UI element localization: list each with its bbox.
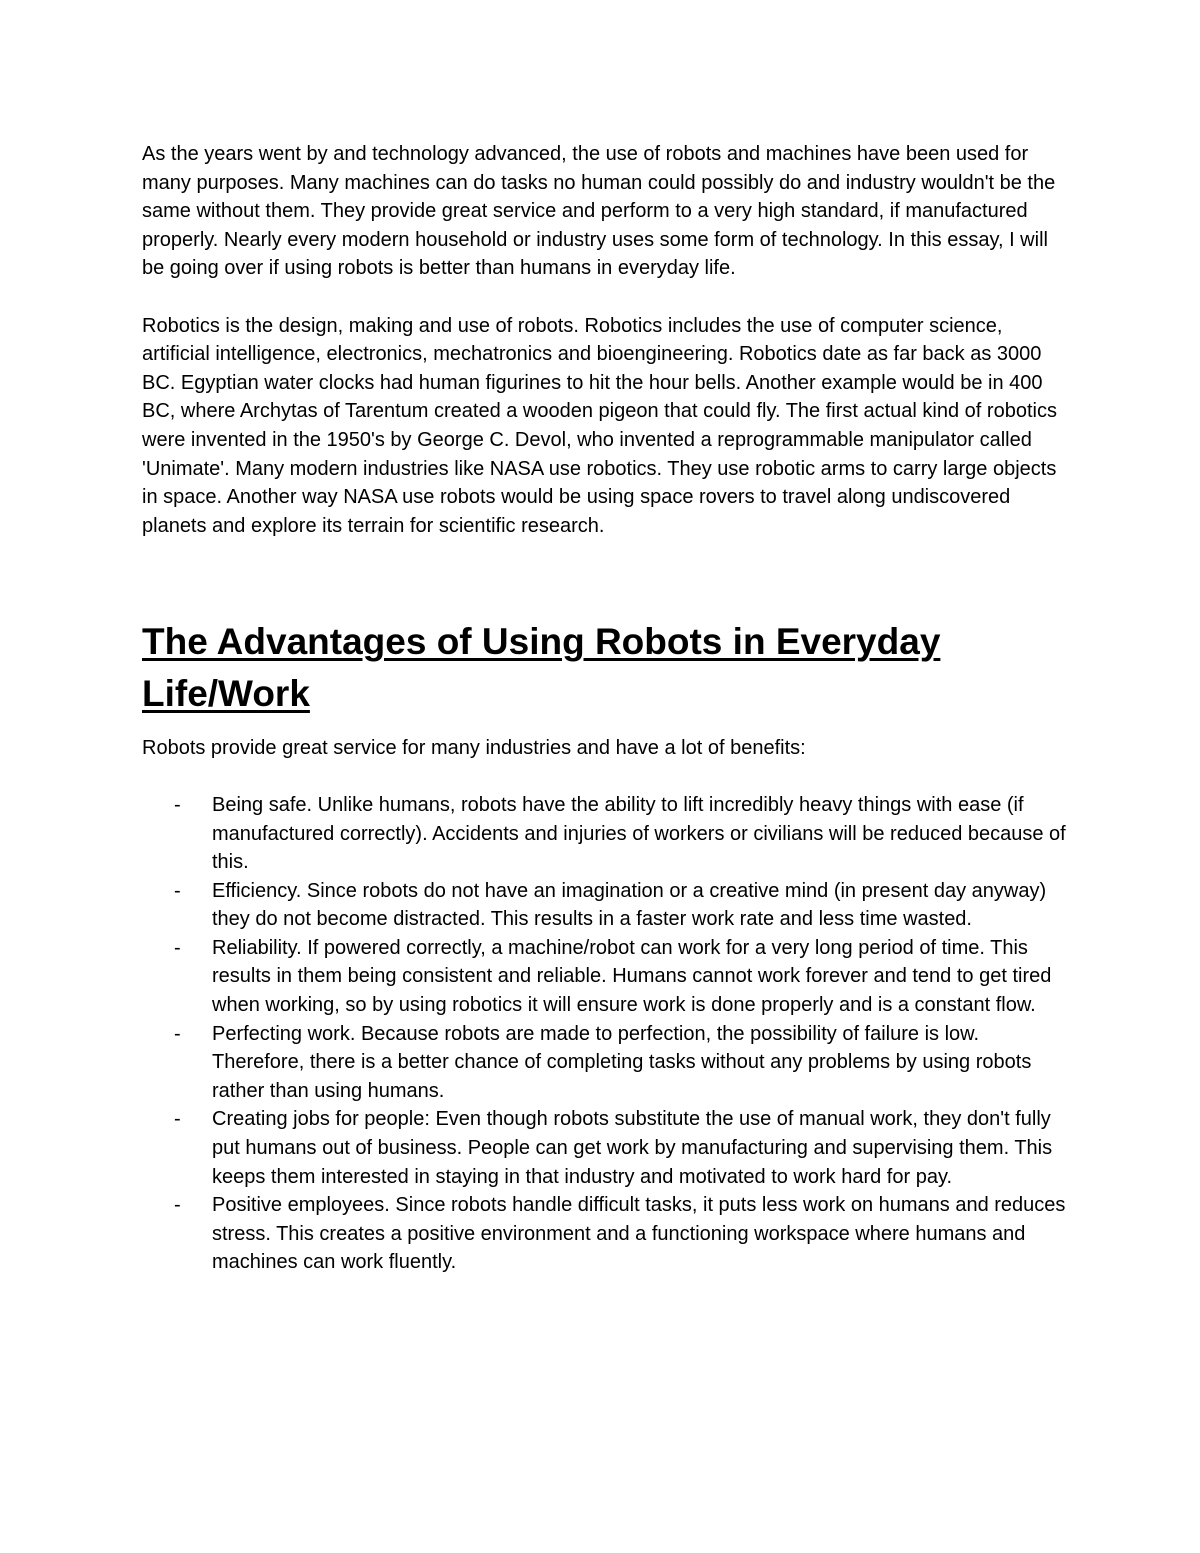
section-intro: Robots provide great service for many industries and have a lot of benefits:: [142, 737, 806, 760]
list-item: [142, 1020, 1072, 1106]
list-item-text: Positive employees. Since robots handle difficult tasks, it puts less work on humans and reduces stress. This creates a positive environment and a functioning workspace where humans and machines can work fluently.: [212, 1194, 1066, 1274]
list-item: [142, 791, 1072, 877]
dash-bullet-marker: -: [174, 1108, 181, 1131]
list-item: [142, 877, 1072, 934]
list-item: [142, 1191, 1072, 1277]
list-item-text: Reliability. If powered correctly, a machine/robot can work for a very long period of time. This results in them being consistent and reliable. Humans cannot work forever and tend to get tired when working, so by using robotics it will ensure work is done properly and is a constant flow.: [212, 936, 1052, 1017]
list-item-text: Perfecting work. Because robots are made to perfection, the possibility of failure is low. Therefore, there is a better chance of completing tasks without any problems by using robots rather than using humans.: [212, 1022, 1032, 1102]
advantages-list: [142, 791, 1072, 1277]
dash-bullet-marker: -: [174, 1022, 181, 1045]
paragraph-robotics-history: Robotics is the design, making and use of robots. Robotics includes the use of computer science, artificial intelligence, electronics, mechatronics and bioengineering. Robotics date as far back as 3000 BC. Egyptian water clocks had human figurines to hit the hour bells. Another example would be in 400 BC, where Archytas of Tarentum created a wooden pigeon that could fly. The first actual kind of robotics were invented in the 1950's by George C. Devol, who invented a reprogrammable manipulator called 'Unimate'. Many modern industries like NASA use robotics. They use robotic arms to carry large objects in space. Another way NASA use robots would be using space rovers to travel along undiscovered planets and explore its terrain for scientific research.: [142, 314, 1057, 537]
document-page: [142, 140, 1072, 1277]
dash-bullet-marker: -: [174, 793, 181, 816]
list-item-text: Being safe. Unlike humans, robots have the ability to lift incredibly heavy things with ease (if manufactured correctly). Accidents and injuries of workers or civilians will be reduced because of this.: [212, 793, 1066, 874]
list-item-text: Creating jobs for people: Even though robots substitute the use of manual work, they don't fully put humans out of business. People can get work by manufacturing and supervising them. This keeps them interested in staying in that industry and motivated to work hard for pay.: [212, 1108, 1053, 1188]
dash-bullet-marker: -: [174, 879, 181, 902]
dash-bullet-marker: -: [174, 936, 181, 959]
list-item-text: Efficiency. Since robots do not have an imagination or a creative mind (in present day anyway) they do not become distracted. This results in a faster work rate and less time wasted.: [212, 879, 1047, 931]
dash-bullet-marker: -: [174, 1194, 181, 1217]
paragraph-introduction: As the years went by and technology advanced, the use of robots and machines have been used for many purposes. Many machines can do tasks no human could possibly do and industry wouldn't be the same without them. They provide great service and perform to a very high standard, if manufactured properly. Nearly every modern household or industry uses some form of technology. In this essay, I will be going over if using robots is better than humans in everyday life.: [142, 143, 1056, 280]
list-item: [142, 1105, 1072, 1191]
list-item: [142, 934, 1072, 1020]
section-heading: The Advantages of Using Robots in Everyday Life/Work: [142, 621, 941, 715]
